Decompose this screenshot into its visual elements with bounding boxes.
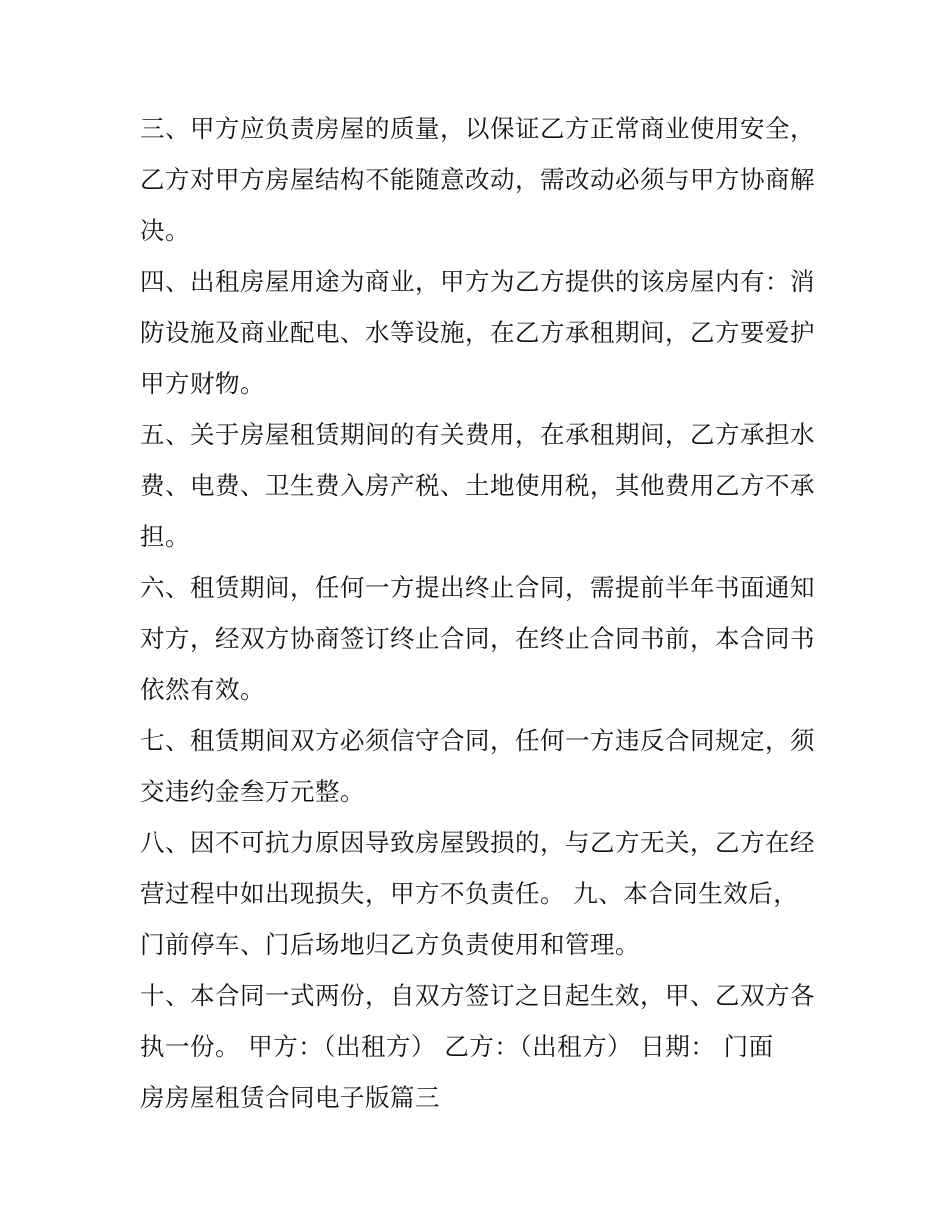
text-line: 四、出租房屋用途为商业，甲方为乙方提供的该房屋内有：消 [140,267,815,296]
clause-7 [140,715,830,817]
text-line: 房房屋租赁合同电子版篇三 [140,1083,440,1112]
text-line: 依然有效。 [140,675,265,704]
text-line: 对方，经双方协商签订终止合同，在终止合同书前，本合同书 [140,624,815,653]
clause-8-9 [140,817,830,970]
text-line: 七、租赁期间双方必须信守合同，任何一方违反合同规定，须 [140,726,815,755]
clause-5 [140,409,830,562]
clause-6 [140,562,830,715]
text-line: 交违约金叁万元整。 [140,777,365,806]
clause-4 [140,256,830,409]
text-line: 六、租赁期间，任何一方提出终止合同，需提前半年书面通知 [140,573,815,602]
text-line: 门前停车、门后场地归乙方负责使用和管理。 [140,930,640,959]
text-line: 执一份。 甲方：（出租方） 乙方：（出租方） 日期： 门面 [140,1032,774,1061]
text-line: 甲方财物。 [140,369,265,398]
document-body [140,103,830,1123]
text-line: 营过程中如出现损失，甲方不负责任。 九、本合同生效后， [140,879,799,908]
text-line: 乙方对甲方房屋结构不能随意改动，需改动必须与甲方协商解 [140,165,815,194]
clause-10 [140,970,830,1123]
text-line: 三、甲方应负责房屋的质量，以保证乙方正常商业使用安全， [140,114,815,143]
text-line: 五、关于房屋租赁期间的有关费用，在承租期间，乙方承担水 [140,420,815,449]
text-line: 决。 [140,216,190,245]
text-line: 防设施及商业配电、水等设施，在乙方承租期间，乙方要爱护 [140,318,815,347]
text-line: 八、因不可抗力原因导致房屋毁损的，与乙方无关，乙方在经 [140,828,815,857]
text-line: 十、本合同一式两份，自双方签订之日起生效，甲、乙双方各 [140,981,815,1010]
text-line: 担。 [140,522,190,551]
text-line: 费、电费、卫生费入房产税、土地使用税，其他费用乙方不承 [140,471,815,500]
clause-3 [140,103,830,256]
